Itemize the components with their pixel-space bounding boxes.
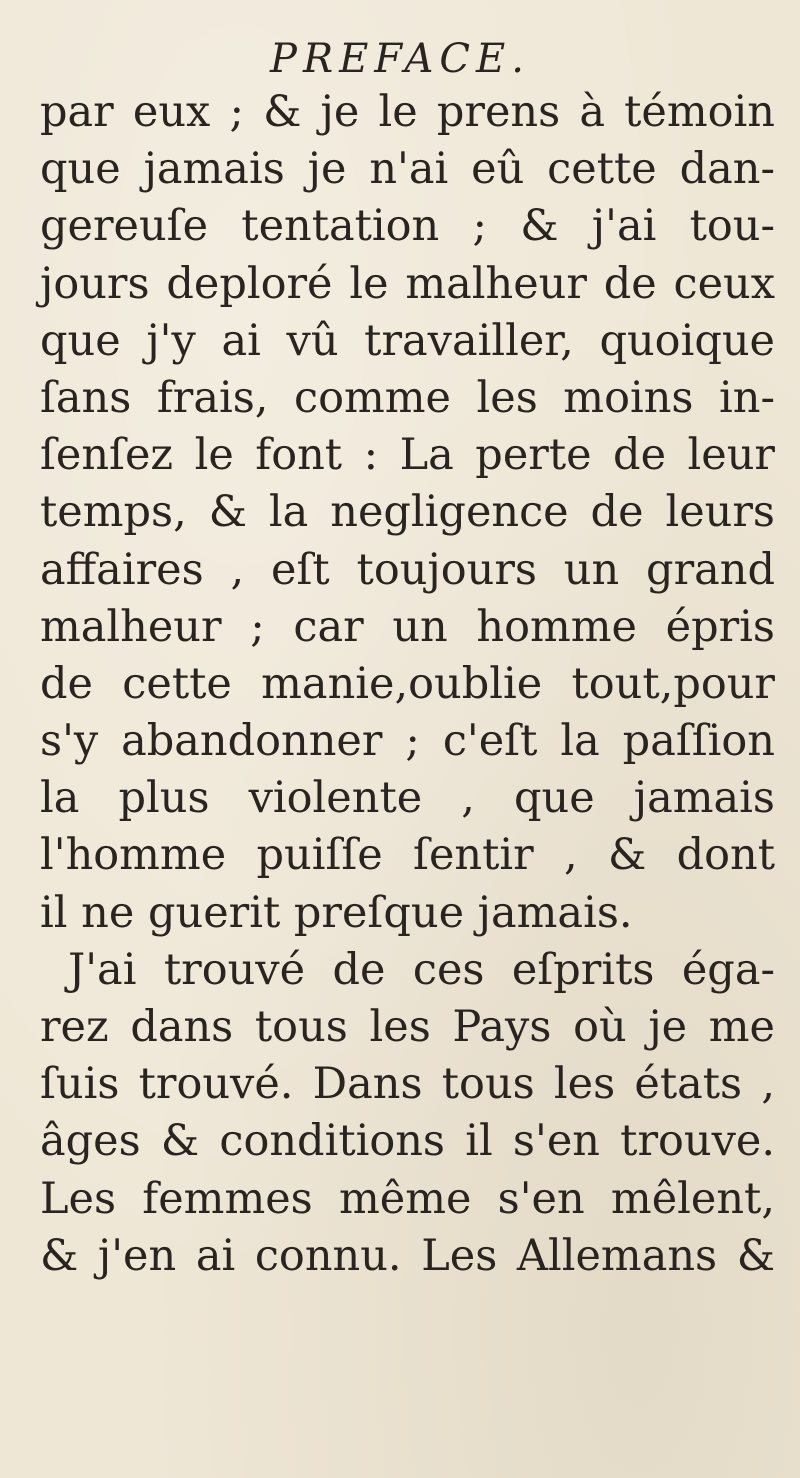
- text-line: J'ai trouvé de ces eſprits éga-: [68, 944, 775, 995]
- text-line: Les femmes même s'en mêlent,: [40, 1173, 775, 1224]
- body-text: [40, 84, 775, 1285]
- text-line: ſuis trouvé. Dans tous les états ,: [40, 1059, 775, 1110]
- text-line: gereuſe tentation ; & j'ai tou-: [40, 201, 775, 252]
- text-line: & j'en ai connu. Les Allemans &: [40, 1230, 775, 1281]
- text-line: rez dans tous les Pays où je me: [40, 1002, 775, 1052]
- text-line: temps, & la negligence de leurs: [40, 487, 775, 538]
- text-line: il ne guerit preſque jamais.: [40, 887, 633, 938]
- text-line: malheur ; car un homme épris: [40, 601, 775, 652]
- text-line: affaires , eſt toujours un grand: [40, 544, 775, 595]
- text-line: l'homme puiſſe ſentir , & dont: [40, 830, 775, 881]
- text-line: par eux ; & je le prens à témoin: [40, 87, 775, 137]
- text-line: s'y abandonner ; c'eſt la paſſion: [40, 716, 775, 767]
- text-line: âges & conditions il s'en trouve.: [40, 1116, 775, 1167]
- text-line: que jamais je n'ai eû cette dan-: [40, 144, 775, 195]
- text-line: jours deploré le malheur de ceux: [40, 258, 775, 309]
- text-line: de cette manie,oublie tout,pour: [40, 658, 775, 709]
- text-line: ſans frais, comme les moins in-: [40, 372, 775, 423]
- text-line: ſenſez le font : La perte de leur: [40, 430, 775, 481]
- running-head: PREFACE.: [270, 36, 530, 82]
- text-line: la plus violente , que jamais: [40, 773, 775, 824]
- text-line: que j'y ai vû travailler, quoique: [40, 315, 775, 366]
